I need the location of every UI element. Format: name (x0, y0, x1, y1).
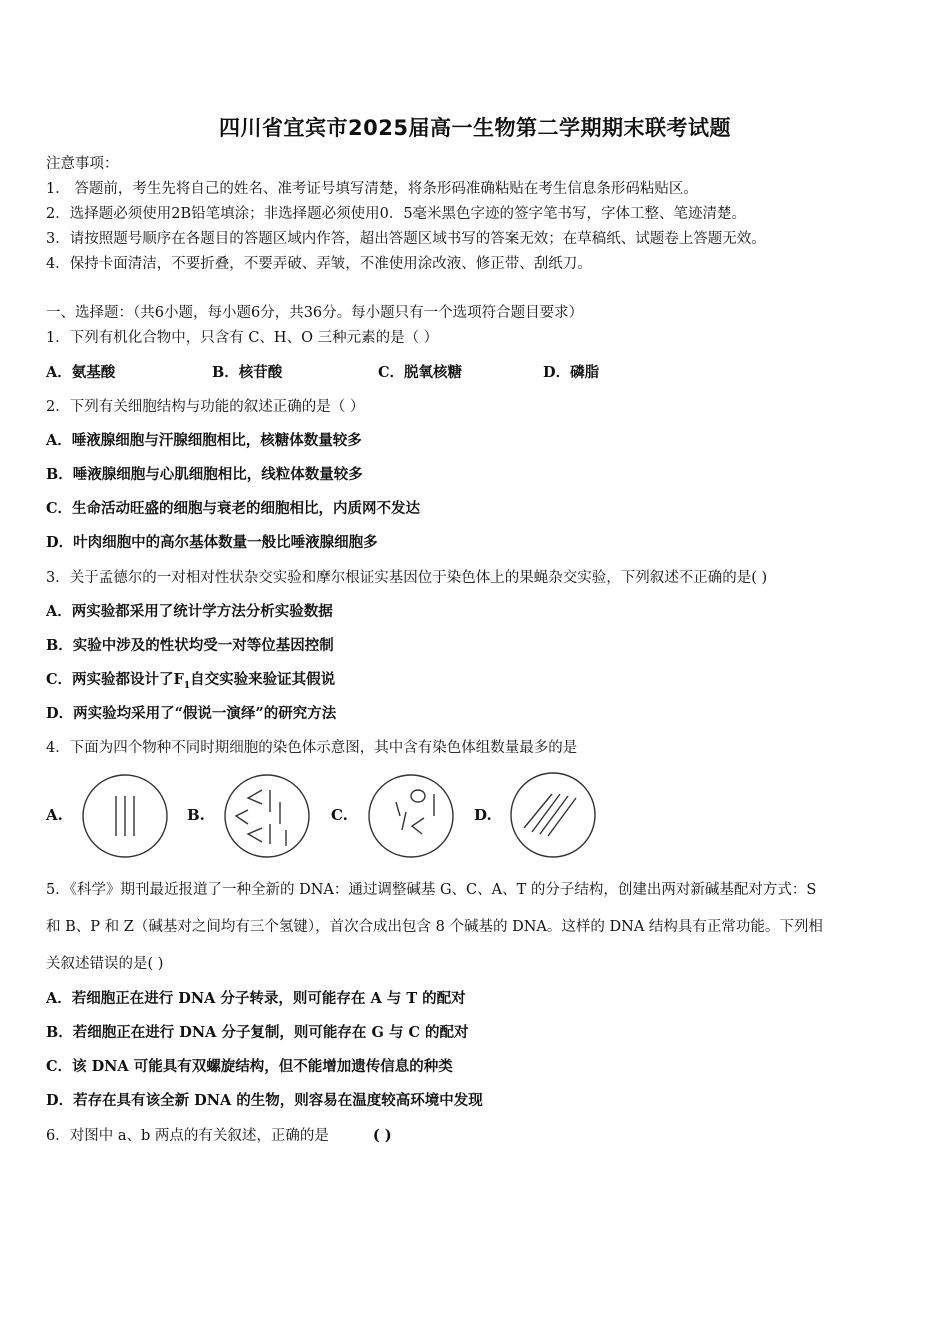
figure-label-a: A. (46, 806, 63, 824)
notice-heading: 注意事项： (46, 156, 119, 172)
question-5-line-3: 关叙述错误的是( ) (46, 956, 164, 972)
question-1-option-c: C．脱氧核糖 (378, 364, 463, 381)
question-5-option-b: B．若细胞正在进行 DNA 分子复制，则可能存在 G 与 C 的配对 (46, 1024, 469, 1041)
section-heading: 一、选择题：（共6小题，每小题6分，共36分。每小题只有一个选项符合题目要求） (46, 305, 584, 321)
question-1-option-a: A．氨基酸 (46, 364, 116, 381)
question-1-option-d: D．磷脂 (543, 364, 600, 381)
question-3-option-c: C．两实验都设计了$F_1$自交实验来验证其假说 (46, 671, 336, 691)
cell-diagram-c (366, 772, 458, 860)
notice-item: 2．选择题必须使用2B铅笔填涂；非选择题必须使用0．5毫米黑色字迹的签字笔书写，字体工整、笔迹清楚。 (46, 206, 747, 222)
question-5-option-c: C．该 DNA 可能具有双螺旋结构，但不能增加遗传信息的种类 (46, 1058, 453, 1075)
question-3-stem: 3．关于孟德尔的一对相对性状杂交实验和摩尔根证实基因位于染色体上的果蝇杂交实验，下列叙述不正确的是( ) (46, 570, 768, 586)
page-title: 四川省宜宾市2025届高一生物第二学期期末联考试题 (219, 116, 731, 140)
question-5-line-1: 5．《科学》期刊最近报道了一种全新的 DNA：通过调整碱基 G、C、A、T 的分子结构，创建出两对新碱基配对方式：S (46, 882, 817, 898)
question-5-option-d: D．若存在具有该全新 DNA 的生物，则容易在温度较高环境中发现 (46, 1092, 483, 1109)
question-2-option-d: D．叶肉细胞中的高尔基体数量一般比唾液腺细胞多 (46, 534, 378, 551)
notice-item: 1． 答题前，考生先将自己的姓名、准考证号填写清楚，将条形码准确粘贴在考生信息条形码粘贴区。 (46, 181, 698, 197)
question-4-stem: 4．下面为四个物种不同时期细胞的染色体示意图，其中含有染色体组数量最多的是 (46, 740, 578, 756)
question-6-stem: 6．对图中 a、b 两点的有关叙述，正确的是 ( ) (46, 1127, 392, 1144)
question-2-option-a: A．唾液腺细胞与汗腺细胞相比，核糖体数量较多 (46, 432, 362, 449)
figure-label-b: B. (187, 806, 205, 824)
question-2-option-b: B．唾液腺细胞与心肌细胞相比，线粒体数量较多 (46, 466, 363, 483)
question-1-option-b: B．核苷酸 (212, 364, 283, 381)
question-3-option-b: B．实验中涉及的性状均受一对等位基因控制 (46, 637, 334, 654)
question-2-stem: 2．下列有关细胞结构与功能的叙述正确的是（ ） (46, 399, 365, 415)
question-3-option-d: D．两实验均采用了“假说一演绎”的研究方法 (46, 705, 337, 722)
question-1-stem: 1．下列有机化合物中，只含有 C、H、O 三种元素的是（ ） (46, 330, 439, 346)
figure-label-c: C. (331, 806, 348, 824)
figure-label-d: D. (474, 806, 492, 824)
question-3-option-a: A．两实验都采用了统计学方法分析实验数据 (46, 603, 333, 620)
cell-diagram-b (222, 772, 314, 860)
question-5-option-a: A．若细胞正在进行 DNA 分子转录，则可能存在 A 与 T 的配对 (46, 990, 466, 1007)
notice-item: 4．保持卡面清洁，不要折叠，不要弄破、弄皱，不准使用涂改液、修正带、刮纸刀。 (46, 256, 592, 272)
cell-diagram-d (508, 770, 600, 860)
cell-diagram-a (80, 772, 172, 860)
question-2-option-c: C．生命活动旺盛的细胞与衰老的细胞相比，内质网不发达 (46, 500, 421, 517)
question-5-line-2: 和 B、P 和 Z（碱基对之间均有三个氢键），首次合成出包含 8 个碱基的 DNA。这样的 DNA 结构具有正常功能。下列相 (46, 919, 823, 935)
notice-item: 3．请按照题号顺序在各题目的答题区域内作答，超出答题区域书写的答案无效；在草稿纸、试题卷上答题无效。 (46, 231, 766, 247)
